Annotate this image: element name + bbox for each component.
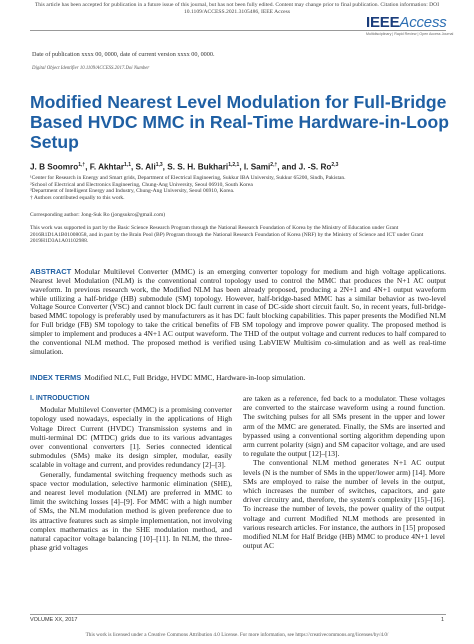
page-number: 1 <box>440 617 444 623</box>
author-affiliation-marker: 1,3 <box>155 162 163 168</box>
intro-right-column <box>243 394 445 550</box>
author-list <box>30 162 338 172</box>
author-name: S. S. H. Bukhari <box>167 162 229 172</box>
logo-access: Access <box>399 14 447 31</box>
notice-line-2: 10.1109/ACCESS.2021.3105486, IEEE Access <box>183 9 291 16</box>
author-affiliation-marker: 1,1 <box>124 162 131 168</box>
author-separator: , <box>239 162 244 172</box>
author-separator: , <box>162 162 168 172</box>
author-affiliation-marker: 2,3 <box>331 162 339 168</box>
affiliations <box>30 175 450 202</box>
author-name: F. Akhtar <box>89 162 125 172</box>
affiliation-line: † Authors contributed equally to this work. <box>30 195 125 202</box>
intro-paragraph: The conventional NLM method generates N+1 AC output levels (N is the number of SMs in the upper/lower arm) [14]. More SMs are employed to raise the number of levels in the output, which increases the number of switches, capacitors, and gate driver circuitry and, therefore, the system's complexity [15]–[16]. To increase the number of levels, the power quality of the output voltage and current Modified NLM methods are presented in various research articles. For instance, the authors in [15] proposed modified NLM for Half Bridge (HB) MMC to produce 4N+1 level output AC <box>243 458 445 551</box>
section-heading-introduction: I. INTRODUCTION <box>30 395 90 402</box>
index-terms <box>30 373 446 382</box>
author-name: J. B Soomro <box>30 162 79 172</box>
author-affiliation-marker: 1,† <box>78 162 86 168</box>
index-terms-text: Modified NLC, Full Bridge, HVDC MMC, Hardware-in-loop simulation. <box>84 373 306 382</box>
author-affiliation-marker: 2,† <box>270 162 278 168</box>
corresponding-author: Corresponding author: Jong-Suk Ro (jongsukro@gmail.com) <box>30 212 166 218</box>
logo-wordmark <box>366 14 461 31</box>
footer-rule <box>30 614 446 615</box>
license-notice: This work is licensed under a Creative Commons Attribution 4.0 License. For more information, see https://creativecommons.org/licenses/by/4.0/ <box>85 632 389 638</box>
affiliation-line: ³Department of Intelligent Energy and Industry, Chung-Ang University, Seoul 06910, Korea. <box>30 188 235 195</box>
author-name: S. Ali <box>135 162 156 172</box>
author-separator: , <box>85 162 90 172</box>
intro-left-column <box>30 394 232 552</box>
intro-paragraph: are taken as a reference, fed back to a modulator. These voltages are converted to the staircase waveform using a round function. The switching pulses for all SMs present in the upper and lower arm of the MMC are generated. Finally, the SMs are inserted and bypassed using a conventional sorting algorithm depending upon arm current polarity (sign) and SM capacitor voltage, and are used to regulate the output [12]–[13]. <box>243 394 445 459</box>
author-name: I. Sami <box>243 162 271 172</box>
abstract-text: Modular Multilevel Converter (MMC) is an emerging converter topology for medium and high voltage applications. Nearest level Modulation (NLM) is the conventional control topology used to control the MMC that produces the N+1 AC output waveform. In previous research work, the Modified NLM has been already proposed, producing a 2N+1 and 4N+1 output waveform while utilizing a half-bridge (HB) submodule (SM) topology. However, half-bridge-based MMC has a similar behavior as two-level Voltage Source Converter (VSC) and cannot block DC fault current in case of DC-side short circuit fault. So, in recent years, full-bridge-based MMC topology is preferably used by manufacturers as it has DC fault blocking capabilities. This paper presents the Modified NLM for Full bridge (FB) SM topology to take the critical benefits of FB SM topology and improve power quality. The proposed method is simpler to implement and produces a 4N+1 AC output waveform. The THD of the output voltage and current reduces to half compared to the conventional NLM method. The proposed method is verified using LabVIEW Multisim co-simulation and as well as real-time simulation. <box>30 267 446 356</box>
author-affiliation-marker: 1,2,1 <box>228 162 240 168</box>
affiliation-line: ¹Center for Research in Energy and Smart grids, Department of Electrical Engineering, Sukkur IBA University, Sukkur 65200, Sindh, Pakistan. <box>30 175 346 181</box>
publication-date: Date of publication xxxx 00, 0000, date of current version xxxx 00, 0000. <box>32 51 215 58</box>
header-rule <box>30 30 446 31</box>
author-separator: , and <box>277 162 299 172</box>
affiliation-line: ²School of Electrical and Electronics Engineering, Chung-Ang University, Seoul 06910, South Korea <box>30 181 253 188</box>
logo-tagline: Multidisciplinary | Rapid Review | Open Access Journal <box>366 32 454 36</box>
abstract <box>30 268 446 356</box>
author-separator: , <box>130 162 136 172</box>
footer-volume: VOLUME XX, 2017 <box>30 617 78 623</box>
logo-ieee: IEEE <box>366 14 400 31</box>
doi-line: Digital Object Identifier 10.1109/ACCESS.2017.Doi Number <box>32 66 150 71</box>
ieee-access-logo <box>366 14 461 36</box>
paper-title: Modified Nearest Level Modulation for Full-Bridge Based HVDC MMC in Real-Time Hardware-in-Loop Setup <box>30 92 450 152</box>
notice-line-1: This article has been accepted for publication in a future issue of this journal, but has not been fully edited. Content may change prior to final publication. Citation information: DOI <box>34 2 440 8</box>
funding-statement: This work was supported in part by the Basic Science Research Program through the National Research Foundation of Korea by the Ministry of Education under Grant 2016R1D1A1B01008058, and in part by the Brain Pool (BP) Program through the National Research Foundation of Korea (NRF) by the Ministry of Science and ICT under Grant 2019H1D3A1A01102988. <box>30 225 424 245</box>
intro-paragraph: Generally, fundamental switching frequency methods such as space vector modulation, selective harmonic elimination (SHE), and nearest level modulation (NLM) are preferred in MMC to limit the switching losses [4]–[9]. For MMC with a high number of SMs, the NLM modulation method is given preference due to its attractive features such as simple implementation, not involving complex mathematics as in the SHE modulation method, and natural capacitor voltage balancing [10]–[11]. In NLM, the three-phase grid voltages <box>30 469 232 553</box>
author-name: J. -S. Ro <box>298 162 332 172</box>
abstract-heading: ABSTRACT <box>30 267 72 276</box>
intro-paragraph: Modular Multilevel Converter (MMC) is a promising converter topology used nowadays, especially in the applications of High Voltage Direct Current (HVDC) Transmission systems and in multi-terminal DC (MTDC) grids due to its various advantages over conventional converters [1]. Series connected identical submodules (SMs) make its design simpler, modular, easily scalable in voltage and current, and provides redundancy [2]–[3]. <box>30 405 232 470</box>
index-terms-heading: INDEX TERMS <box>30 373 82 382</box>
